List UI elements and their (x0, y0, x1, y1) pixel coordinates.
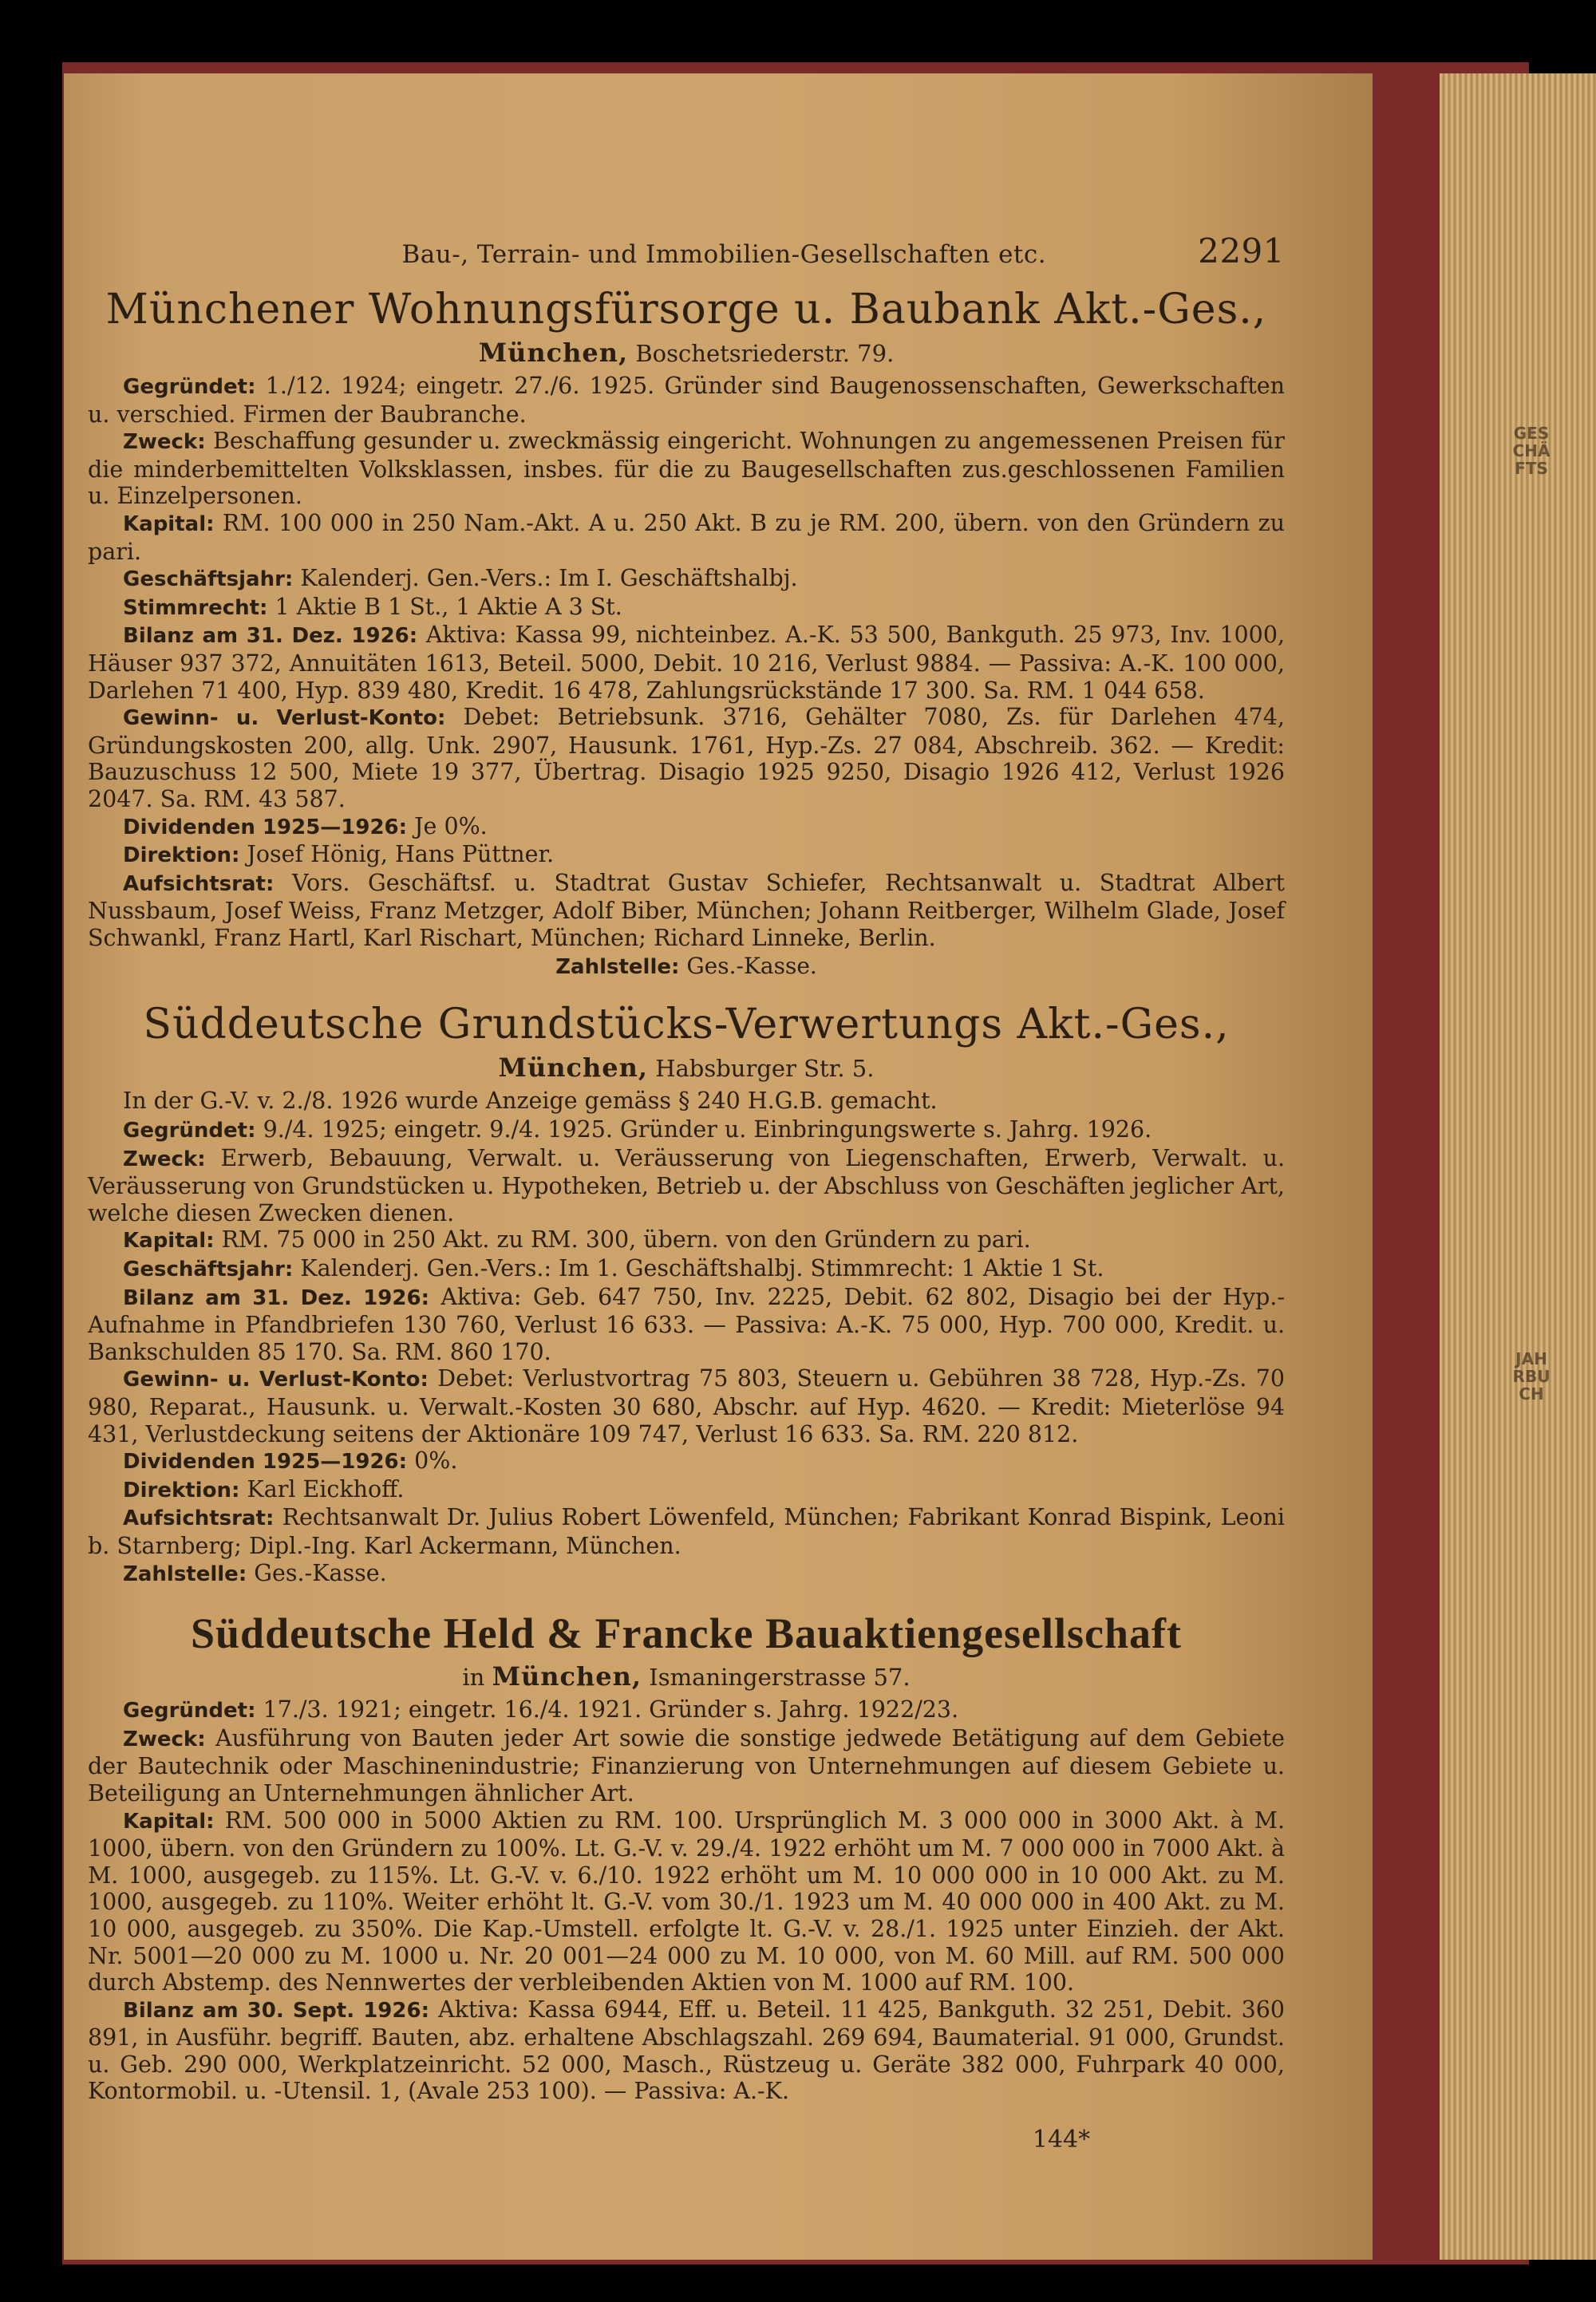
field-label: Dividenden 1925—1926: (123, 815, 408, 839)
entry-paragraph (88, 622, 1285, 704)
field-text: 9./4. 1925; eingetr. 9./4. 1925. Gründer u. Einbringungswerte s. Jahrg. 1926. (263, 1116, 1152, 1143)
field-label: Direktion: (123, 843, 240, 868)
field-text: 17./3. 1921; eingetr. 16./4. 1921. Gründer s. Jahrg. 1922/23. (263, 1696, 959, 1724)
company-city: München, (478, 338, 629, 368)
running-head (88, 231, 1285, 270)
page-edges (1440, 73, 1596, 2260)
entry-paragraph (88, 1365, 1285, 1447)
entry-paragraph (88, 841, 1285, 870)
field-label: Bilanz am 31. Dez. 1926: (123, 624, 418, 649)
entry-paragraph (88, 428, 1285, 510)
field-label: Direktion: (123, 1478, 240, 1502)
signature-mark (88, 2126, 1285, 2154)
field-text: In der G.-V. v. 2./8. 1926 wurde Anzeige gemäss § 240 H.G.B. gemacht. (123, 1088, 938, 1115)
entry-paragraph (88, 594, 1285, 622)
company-entry (88, 1000, 1285, 1588)
company-title: Münchener Wohnungsfürsorge u. Baubank Akt.-Ges., (105, 286, 1267, 334)
company-title: Süddeutsche Grundstücks-Verwertungs Akt.-Ges., (143, 1001, 1230, 1049)
zahlstelle-line (88, 953, 1285, 979)
entry-paragraph (88, 1996, 1285, 2105)
company-prefix: in (462, 1664, 485, 1692)
company-entry (88, 285, 1285, 979)
field-label: Geschäftsjahr: (123, 567, 294, 592)
field-label: Zweck: (123, 1147, 206, 1171)
field-text: Kalenderj. Gen.-Vers.: Im 1. Geschäftshalbj. Stimmrecht: 1 Aktie 1 St. (300, 1255, 1104, 1282)
company-address (88, 1052, 1285, 1083)
field-label: Zahlstelle: (555, 955, 680, 980)
entry-paragraph (88, 870, 1285, 952)
field-text: Rechtsanwalt Dr. Julius Robert Löwenfeld, München; Fabrikant Konrad Bispink, Leoni b. Starnberg; Dipl.-Ing. Karl Ackermann, München. (88, 1504, 1286, 1559)
entry-paragraph (88, 1226, 1285, 1255)
spine-text-top: GESCHÄFTS (1512, 424, 1551, 478)
field-text: Aktiva: Kassa 6944, Eff. u. Beteil. 11 425, Bankguth. 32 251, Debit. 360 891, in Ausführ. begriff. Bauten, abz. erhaltene Abschlagszahl. 269 694, Baumaterial. 91 000, Grundst. u. Geb. 290 000, Werkplatzeinricht. 52 000, Masch., Rüstzeug u. Geräte 382 000, Fuhrpark 40 000, Kontormobil. u. -Utensil. 1, (Avale 253 100). — Passiva: A.-K. (88, 1996, 1285, 2105)
field-label: Zweck: (123, 1727, 206, 1751)
entry-paragraph (88, 1725, 1285, 1807)
entry-paragraph (88, 510, 1285, 565)
entry-paragraph (88, 1696, 1285, 1725)
field-text: RM. 500 000 in 5000 Aktien zu RM. 100. Ursprünglich M. 3 000 000 in 3000 Akt. à M. 1000, übern. von den Gründern zu 100%. Lt. G.-V. v. 29./4. 1922 erhöht um M. 7 000 000 in 7000 Akt. à M. 1000, ausgegeb. zu 115%. Lt. G.-V. v. 6./10. 1922 erhöht um M. 10 000 000 in 10 000 Akt. zu M. 1000, ausgegeb. zu 110%. Weiter erhöht lt. G.-V. vom 30./1. 1923 um M. 40 000 000 in 400 Akt. zu M. 10 000, ausgegeb. zu 350%. Die Kap.-Umstell. erfolgte lt. G.-V. v. 28./1. 1925 unter Einzieh. der Akt. Nr. 5001—20 000 zu M. 1000 u. Nr. 20 001—24 000 zu M. 10 000, von M. 60 Mill. auf RM. 500 000 durch Abstemp. des Nennwertes der verbleibenden Aktien von M. 1000 auf RM. 100. (88, 1806, 1286, 1996)
company-address (88, 338, 1285, 368)
company-title: Süddeutsche Held & Francke Bauaktiengesellschaft (190, 1609, 1183, 1658)
entry-paragraph (88, 565, 1285, 594)
field-text: Kalenderj. Gen.-Vers.: Im I. Geschäftshalbj. (300, 565, 798, 592)
field-label: Gewinn- u. Verlust-Konto: (123, 706, 446, 731)
field-label: Kapital: (123, 511, 215, 536)
field-text: RM. 100 000 in 250 Nam.-Akt. A u. 250 Akt. B zu je RM. 200, übern. von den Gründern zu pari. (88, 509, 1285, 565)
field-label: Dividenden 1925—1926: (123, 1450, 408, 1475)
company-city: München, (492, 1661, 642, 1692)
entry-paragraph (88, 1807, 1285, 1996)
field-text: Ges.-Kasse. (254, 1559, 387, 1586)
signature-number: 144* (1032, 2126, 1091, 2154)
entry-paragraph (88, 813, 1285, 842)
entry-paragraph (88, 1447, 1285, 1476)
field-label: Aufsichtsrat: (123, 1506, 275, 1531)
field-label: Gegründet: (123, 1699, 256, 1724)
field-label: Kapital: (123, 1229, 215, 1254)
field-text: Ges.-Kasse. (686, 953, 817, 980)
field-label: Bilanz am 30. Sept. 1926: (123, 1998, 429, 2023)
entry-paragraph (88, 704, 1285, 812)
field-text: Josef Hönig, Hans Püttner. (247, 841, 555, 868)
field-label: Zweck: (123, 430, 206, 455)
field-text: Karl Eickhoff. (247, 1475, 405, 1502)
field-text: Aktiva: Kassa 99, nichteinbez. A.-K. 53 500, Bankguth. 25 973, Inv. 1000, Häuser 937 372, Annuitäten 1613, Beteil. 5000, Debit. 10 216, Verlust 9884. — Passiva: A.-K. 100 000, Darlehen 71 400, Hyp. 839 480, Kredit. 16 478, Zahlungsrückstände 17 300. Sa. RM. 1 044 658. (88, 622, 1286, 704)
company-address (88, 1661, 1285, 1692)
field-label: Bilanz am 31. Dez. 1926: (123, 1285, 429, 1310)
entry-paragraph (88, 1088, 1285, 1116)
company-street: Boschetsriederstr. 79. (635, 340, 895, 367)
field-label: Gewinn- u. Verlust-Konto: (123, 1368, 429, 1392)
company-entry (88, 1609, 1285, 2105)
field-text: 0%. (414, 1447, 458, 1475)
company-street: Ismaningerstrasse 57. (649, 1664, 911, 1692)
spine-text-bottom: JAHRBUCH (1512, 1349, 1551, 1404)
company-street: Habsburger Str. 5. (655, 1055, 875, 1083)
entry-paragraph (88, 1504, 1285, 1559)
field-text: Aktiva: Geb. 647 750, Inv. 2225, Debit. 62 802, Disagio bei der Hyp.-Aufnahme in Pfandbriefen 130 760, Verlust 16 633. — Passiva: A.-K. 75 000, Hyp. 700 000, Kredit. u. Bankschulden 85 170. Sa. RM. 860 170. (88, 1283, 1285, 1365)
field-label: Stimmrecht: (123, 595, 268, 620)
field-text: Erwerb, Bebauung, Verwalt. u. Veräusserung von Liegenschaften, Erwerb, Verwalt. u. Veräusserung von Grundstücken u. Hypotheken, Betrieb u. der Abschluss von Geschäften jeglicher Art, welche diesen Zwecken dienen. (88, 1144, 1285, 1226)
field-text: Debet: Verlustvortrag 75 803, Steuern u. Gebühren 38 728, Hyp.-Zs. 70 980, Reparat., Hausunk. u. Verwalt.-Kosten 30 680, Abschr. auf Hyp. 4620. — Kredit: Mieterlöse 94 431, Verlustdeckung seitens der Aktionäre 109 747, Verlust 16 633. Sa. RM. 220 812. (88, 1365, 1285, 1447)
field-text: RM. 75 000 in 250 Akt. zu RM. 300, übern. von den Gründern zu pari. (221, 1226, 1031, 1254)
field-text: Je 0%. (414, 812, 488, 839)
document-page (64, 73, 1373, 2260)
field-label: Zahlstelle: (123, 1562, 247, 1586)
field-label: Gegründet: (123, 375, 256, 399)
entry-paragraph (88, 1560, 1285, 1589)
field-label: Kapital: (123, 1809, 215, 1834)
field-text: Vors. Geschäftsf. u. Stadtrat Gustav Schiefer, Rechtsanwalt u. Stadtrat Albert Nussbaum, Josef Weiss, Franz Metzger, Adolf Biber, München; Johann Reitberger, Wilhelm Glade, Josef Schwankl, Franz Hartl, Karl Rischart, München; Richard Linneke, Berlin. (88, 869, 1285, 951)
field-label: Aufsichtsrat: (123, 871, 275, 896)
company-city: München, (498, 1052, 648, 1084)
entry-paragraph (88, 1116, 1285, 1145)
entry-paragraph (88, 373, 1285, 428)
field-label: Gegründet: (123, 1119, 256, 1143)
running-head-title: Bau-, Terrain- und Immobilien-Gesellschaften etc. (401, 240, 1047, 269)
entry-paragraph (88, 1255, 1285, 1284)
page-number: 2291 (1198, 231, 1285, 270)
field-text: Debet: Betriebsunk. 3716, Gehälter 7080, Zs. für Darlehen 474, Gründungskosten 200, allg. Unk. 2907, Hausunk. 1761, Hyp.-Zs. 27 084, Abschreib. 362. — Kredit: Bauzuschuss 12 500, Miete 19 377, Übertrag. Disagio 1925 9250, Disagio 1926 412, Verlust 1926 2047. Sa. RM. 43 587. (88, 704, 1285, 812)
field-text: Ausführung von Bauten jeder Art sowie die sonstige jedwede Betätigung auf dem Gebiete der Bautechnik oder Maschinenindustrie; Finanzierung von Unternehmungen auf diesem Gebiete u. Beteiligung an Unternehmungen ähnlicher Art. (88, 1724, 1285, 1806)
field-text: 1 Aktie B 1 St., 1 Aktie A 3 St. (275, 593, 622, 620)
field-text: Beschaffung gesunder u. zweckmässig eingericht. Wohnungen zu angemessenen Preisen für die minderbemittelten Volksklassen, insbes. für die zu Baugesellschaften zus.geschlossenen Familien u. Einzelpersonen. (88, 428, 1285, 510)
entry-paragraph (88, 1145, 1285, 1227)
entry-paragraph (88, 1476, 1285, 1505)
entry-paragraph (88, 1284, 1285, 1366)
field-text: 1./12. 1924; eingetr. 27./6. 1925. Gründer sind Baugenossenschaften, Gewerkschaften u. verschied. Firmen der Baubranche. (88, 373, 1285, 428)
field-label: Geschäftsjahr: (123, 1258, 294, 1282)
